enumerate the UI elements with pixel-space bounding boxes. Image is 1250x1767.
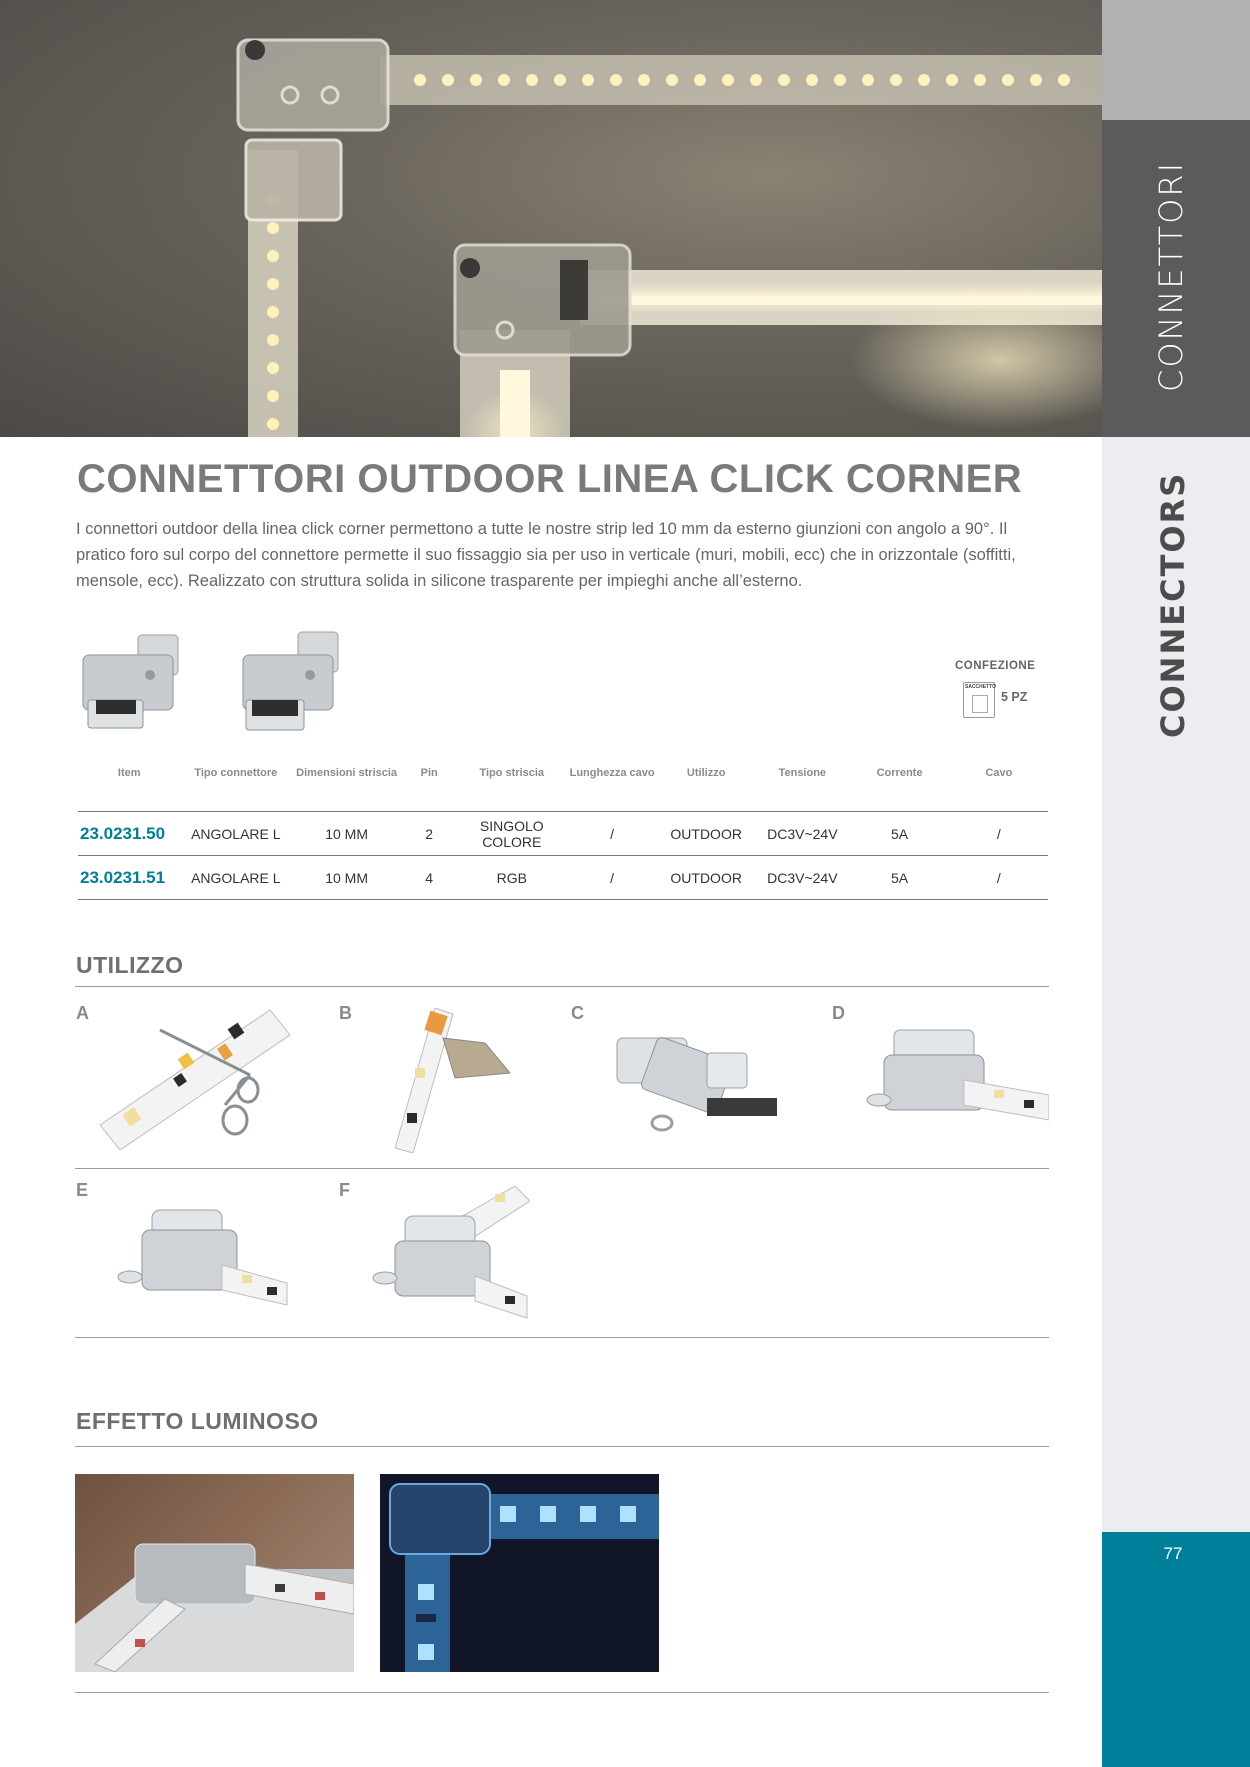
step-image-connector-open xyxy=(612,1028,782,1148)
sidebar xyxy=(1102,0,1250,1767)
packaging-quantity: 5 PZ xyxy=(1001,690,1028,704)
step-image-insert-strip xyxy=(864,1025,1049,1145)
page-number-block xyxy=(1102,1532,1250,1767)
step-image-close-connector xyxy=(112,1205,292,1315)
sidebar-section-label-it: CONNETTORI xyxy=(1152,160,1190,392)
cell-usage: OUTDOOR xyxy=(657,812,755,856)
header-cable-length: Lunghezza cavo xyxy=(569,767,655,779)
header-item: Item xyxy=(117,767,141,779)
cell-voltage: DC3V~24V xyxy=(755,812,849,856)
cell-usage: OUTDOOR xyxy=(657,856,755,900)
cell-connector-type: ANGOLARE L xyxy=(180,856,291,900)
step-image-finished-corner xyxy=(365,1186,530,1326)
header-voltage: Tensione xyxy=(778,767,827,779)
cell-cable: / xyxy=(950,812,1048,856)
step-letter-d: D xyxy=(832,1003,845,1023)
step-letter-c: C xyxy=(571,1003,584,1023)
page-number: 77 xyxy=(1163,1544,1183,1563)
spec-table xyxy=(78,762,1048,900)
cell-item-code: 23.0231.50 xyxy=(78,812,180,856)
step-image-cut-strip xyxy=(100,1005,290,1155)
bag-icon xyxy=(963,682,995,718)
step-letter-b: B xyxy=(339,1003,352,1023)
step-letter-a: A xyxy=(76,1003,89,1023)
intro-text: I connettori outdoor della linea click corner permettono a tutte le nostre strip led 10 mm da esterno giunzioni con angolo a 90°. Il pratico foro sul corpo del connettore permette il suo fissaggio sia per uso in verticale (muri, mobili, ecc) che in orizzontale (soffitti, mensole, ecc). Realizzato con struttura solida in silicone trasparente per impieghi anche all’esterno. xyxy=(76,520,1016,590)
header-strip-size: Dimensioni striscia xyxy=(296,767,398,779)
usage-row-divider xyxy=(75,1168,1049,1169)
bag-label: SACCHETTO xyxy=(965,684,997,690)
cell-strip-size: 10 MM xyxy=(291,812,402,856)
cell-cable: / xyxy=(950,856,1048,900)
step-letter-f: F xyxy=(339,1180,350,1200)
step-letter-e: E xyxy=(76,1180,89,1200)
packaging-info xyxy=(955,660,1045,704)
page-title: CONNETTORI OUTDOOR LINEA CLICK CORNER xyxy=(77,457,1023,501)
product-image-2pin xyxy=(78,630,198,740)
packaging-label: CONFEZIONE xyxy=(955,660,1036,672)
cell-pin: 4 xyxy=(402,856,456,900)
usage-divider xyxy=(75,986,1049,987)
header-connector-type: Tipo connettore xyxy=(194,767,278,779)
effect-title: EFFETTO LUMINOSO xyxy=(76,1408,319,1434)
effect-photo-blue xyxy=(380,1474,659,1672)
cell-strip-type xyxy=(456,812,567,856)
product-image-4pin xyxy=(238,630,358,740)
usage-bottom-divider xyxy=(75,1337,1049,1338)
sidebar-top-block xyxy=(1102,0,1250,120)
sidebar-section-label-en: CONNECTORS xyxy=(1154,471,1192,738)
header-usage: Utilizzo xyxy=(686,767,726,779)
effect-divider xyxy=(75,1446,1049,1447)
cell-cable-length: / xyxy=(567,856,657,900)
effect-photo-white xyxy=(75,1474,354,1672)
cell-strip-type-text: SINGOLO COLORE xyxy=(479,817,544,850)
table-row xyxy=(78,856,1048,900)
cell-current: 5A xyxy=(849,812,949,856)
cell-strip-size: 10 MM xyxy=(291,856,402,900)
cell-connector-type: ANGOLARE L xyxy=(180,812,291,856)
cell-pin: 2 xyxy=(402,812,456,856)
header-pin: Pin xyxy=(420,767,438,779)
header-strip-type: Tipo striscia xyxy=(479,767,545,779)
header-current: Corrente xyxy=(876,767,923,779)
step-image-peel-tape xyxy=(395,1008,515,1158)
cell-voltage: DC3V~24V xyxy=(755,856,849,900)
cell-current: 5A xyxy=(849,856,949,900)
usage-title: UTILIZZO xyxy=(76,952,184,978)
effect-bottom-divider xyxy=(75,1692,1049,1693)
cell-strip-type: RGB xyxy=(456,856,567,900)
cell-item-code: 23.0231.51 xyxy=(78,856,180,900)
table-header-row xyxy=(78,762,1048,812)
hero-photo xyxy=(0,0,1102,437)
table-row xyxy=(78,812,1048,856)
cell-cable-length: / xyxy=(567,812,657,856)
header-cable: Cavo xyxy=(985,767,1013,779)
